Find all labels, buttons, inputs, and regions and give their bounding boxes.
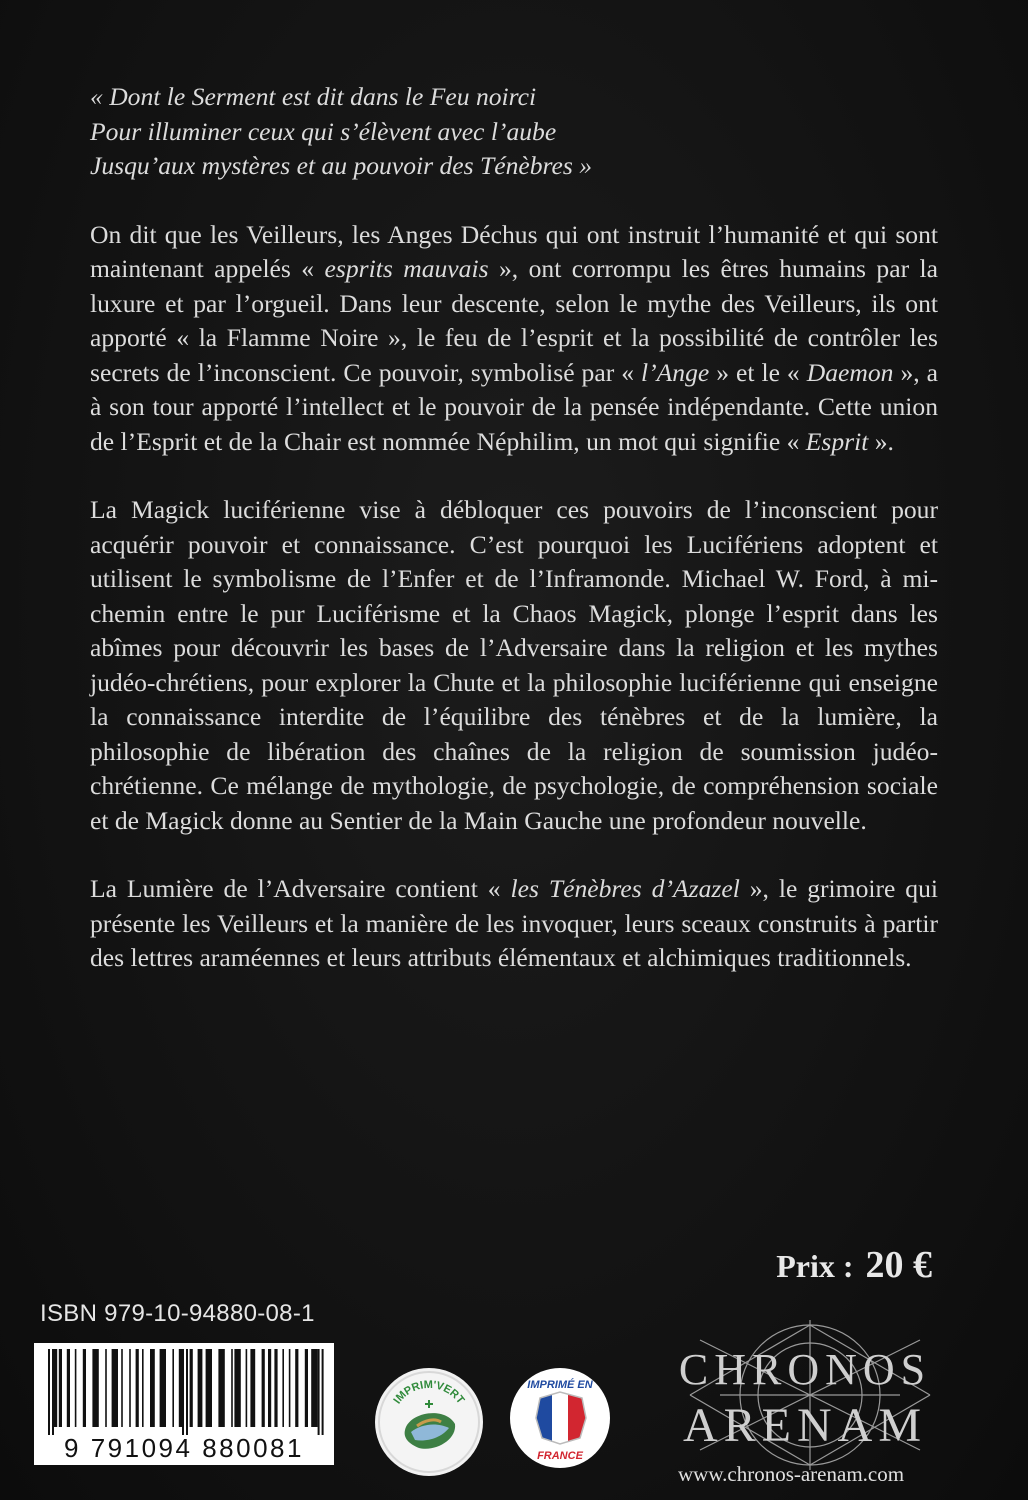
france-map-icon	[510, 1368, 610, 1468]
epigraph-line: Jusqu’aux mystères et au pouvoir des Ténèbres »	[90, 151, 593, 180]
publisher-website: www.chronos-arenam.com	[678, 1462, 905, 1486]
epigraph	[90, 80, 938, 184]
imprime-en-text: IMPRIMÉ EN	[527, 1379, 593, 1391]
paragraph-3	[90, 872, 938, 976]
isbn: ISBN 979-10-94880-08-1	[40, 1300, 315, 1327]
barcode-digits: 9 791094 880081	[64, 1433, 304, 1463]
text-run: », a à son tour apporté l’intellect et le pouvoir de la pensée indépendante. Cette union de l’Esprit et de la Chair est nommée Néphilim, un mot qui signifie «	[90, 357, 938, 456]
paragraph-1	[90, 218, 938, 460]
text-run: », ont corrompu les êtres humains par la luxure et par l’orgueil. Dans leur descente, selon le mythe des Veilleurs, ils ont apporté « la Flamme Noire », le feu de l’esprit et la possibilité de contrôler les secrets de l’inconscient. Ce pouvoir, symbolisé par «	[90, 254, 938, 387]
text-run: On dit que les Veilleurs, les Anges Déchus qui ont instruit l’humanité et qui sont maintenant appelés «	[90, 219, 938, 283]
imprim-vert-logo	[375, 1368, 483, 1476]
epigraph-line: « Dont le Serment est dit dans le Feu noirci	[90, 82, 537, 111]
france-text: FRANCE	[537, 1450, 583, 1462]
price-amount: 20 €	[865, 1244, 932, 1286]
text-run: ».	[868, 426, 894, 456]
text-run: » et le «	[709, 357, 807, 387]
imprim-vert-text: IMPRIM'VERT	[391, 1378, 467, 1407]
imprime-en-france-logo	[510, 1368, 610, 1468]
paragraph-2: La Magick luciférienne vise à débloquer ces pouvoirs de l’inconscient pour acquérir pouvoir et connaissance. C’est pourquoi les Lucifériens adoptent et utilisent le symbolisme de l’Enfer et de l’Inframonde. Michael W. Ford, à mi-chemin entre le pur Luciférisme et la Chaos Magick, plonge l’esprit dans les abîmes pour découvrir les bases de l’Adversaire dans la religion et les mythes judéo-chrétiens, pour explorer la Chute et la philosophie luciférienne qui enseigne la connaissance interdite de l’équilibre des ténèbres et de la lumière, la philosophie de libération des chaînes de la religion de soumission judéo-chrétienne. Ce mélange de mythologie, de psychologie, de compréhension sociale et de Magick donne au Sentier de la Main Gauche une profondeur nouvelle.	[90, 495, 938, 835]
italic-run: Daemon	[806, 357, 894, 387]
blurb-text	[90, 80, 938, 1010]
publisher-logo	[660, 1320, 950, 1470]
italic-run: les Ténèbres d’Azazel	[510, 874, 740, 903]
publisher-name-line1: CHRONOS	[678, 1345, 932, 1394]
italic-run: l’Ange	[641, 357, 710, 387]
epigraph-line: Pour illuminer ceux qui s’élèvent avec l’aube	[90, 116, 557, 146]
barcode-bars	[44, 1349, 324, 1435]
text-run: La Lumière de l’Adversaire contient «	[90, 874, 511, 903]
text-run: », le grimoire qui présente les Veilleurs et la manière de les invoquer, leurs sceaux construits à partir des lettres araméennes et leurs attributs élémentaux et alchimiques traditionnels.	[90, 874, 938, 972]
italic-run: esprits mauvais	[324, 254, 489, 283]
price	[776, 1243, 932, 1287]
leaf-icon	[375, 1368, 483, 1476]
publisher-name-line2: ARENAM	[682, 1399, 927, 1452]
barcode	[34, 1343, 334, 1465]
price-label: Prix :	[776, 1248, 854, 1284]
italic-run: Esprit	[805, 426, 869, 456]
